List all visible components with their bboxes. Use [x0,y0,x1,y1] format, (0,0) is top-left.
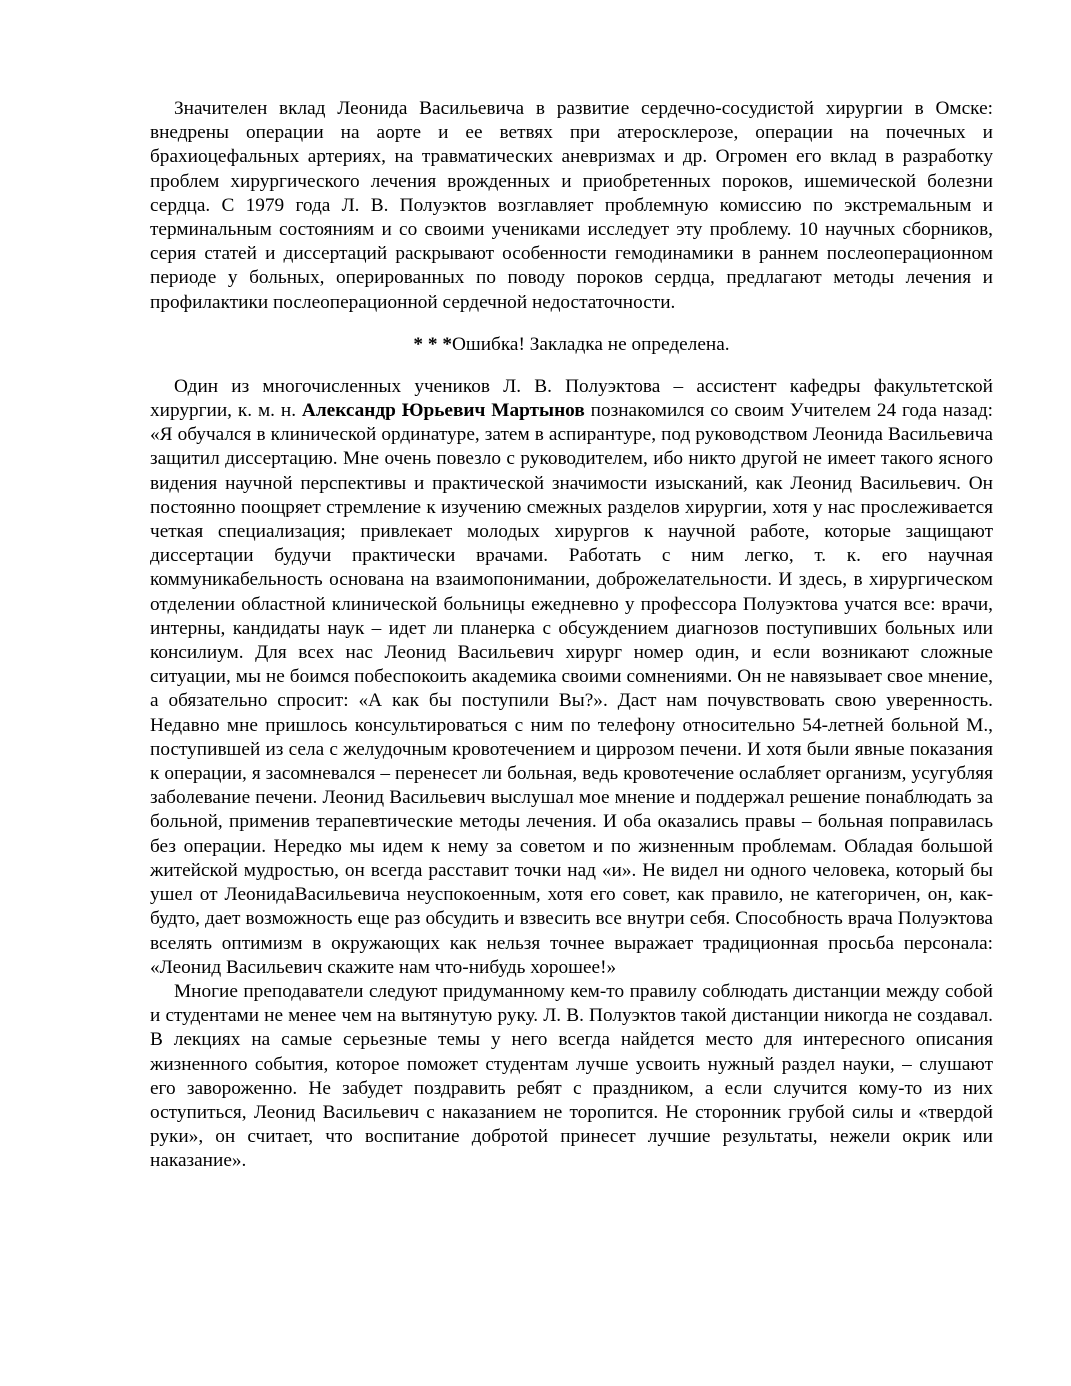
section-separator [150,333,993,357]
paragraph-contribution: Значителен вклад Леонида Васильевича в развитие сердечно-сосудистой хирургии в Омске: внедрены операции на аорте и ее ветвях при атеросклерозе, операции на почечных и брахиоцефальных артериях, на травматических аневризмах и др. Огромен его вклад в разработку проблем хирургического лечения врожденных и приобретенных пороков, ишемической болезни сердца. С 1979 года Л. В. Полуэктов возглавляет проблемную комиссию по экстремальным и терминальным состояниям и со своими учениками исследует эту проблему. 10 научных сборников, серия статей и диссертаций раскрывают особенности гемодинамики в раннем послеоперационном периоде у больных, оперированных по поводу пороков сердца, предлагают методы лечения и профилактики послеоперационной сердечной недостаточности. [150,98,993,313]
paragraph-martynov-quote: познакомился со своим Учителем 24 года назад: «Я обучался в клинической ординатуре, затем в аспирантуре, под руководством Леонида Васильевича защитил диссертацию. Мне очень повезло с руководителем, ибо никто другой не имеет такого ясного видения научной перспективы и практической значимости изысканий, как Леонид Васильевич. Он постоянно поощряет стремление к изучению смежных разделов хирургии, хотя у нас прослеживается четкая специализация; привлекает молодых хирургов к научной работе, которые защищают диссертации будучи практически врачами. Работать с ним легко, т. к. его научная коммуникабельность основана на взаимопонимании, доброжелательности. И здесь, в хирургическом отделении областной клинической больницы ежедневно у профессора Полуэктова учатся все: врачи, интерны, кандидаты наук – идет ли планерка с обсуждением диагнозов поступивших больных или консилиум. Для всех нас Леонид Васильевич хирург номер один, и если возникают сложные ситуации, мы не боимся побеспокоить академика своими сомнениями. Он не навязывает свое мнение, а обязательно спросит: «А как бы поступили Вы?». Даст нам почувствовать свою уверенность. Недавно мне пришлось консультироваться с ним по телефону относительно 54-летней больной М., поступившей из села с желудочным кровотечением и циррозом печени. И хотя были явные показания к операции, я засомневался – перенесет ли больная, ведь кровотечение ослабляет организм, усугубляя заболевание печени. Леонид Васильевич выслушал мое мнение и поддержал решение понаблюдать за больной, применив терапевтические методы лечения. И оба оказались правы – больная поправилась без операции. Нередко мы идем к нему за советом и по жизненным проблемам. Обладая большой житейской мудростью, он всегда расставит точки над «и». Не видел ни одного человека, который бы ушел от ЛеонидаВасильевича неуспокоенным, хотя его совет, как правило, не категоричен, он, как-будто, дает возможность еще раз обсудить и взвесить все внутри себя. Способность врача Полуэктова вселять оптимизм в окружающих как нельзя точнее выражает традиционная просьба персонала: «Леонид Васильевич скажите нам что-нибудь хорошее!» [150,400,993,978]
paragraph-martynov-intro: Один из многочисленных учеников Л. В. Полуэктова – ассистент кафедры факультетской хирургии, к. м. н. [150,375,993,422]
paragraph-martynov [150,375,993,980]
separator-stars: * * * [413,333,452,355]
bookmark-error: Ошибка! Закладка не определена. [451,333,730,355]
person-name: Александр Юрьевич Мартынов [301,400,585,422]
paragraph-teachers: Многие преподаватели следуют придуманному кем-то правилу соблюдать дистанции между собой и студентами не менее чем на вытянутую руку. Л. В. Полуэктов такой дистанции никогда не создавал. В лекциях на самые серьезные темы у него всегда найдется место для интересного описания жизненного события, которое поможет студентам лучше усвоить нужный раздел науки, – слушают его завороженно. Не забудет поздравить ребят с праздником, а если случится кому-то из них оступиться, Леонид Васильевич с наказанием не торопится. Не сторонник грубой силы и «твердой руки», он считает, что воспитание добротой принесет лучшие результаты, нежели окрик или наказание». [150,980,993,1172]
document-page [150,97,993,1174]
